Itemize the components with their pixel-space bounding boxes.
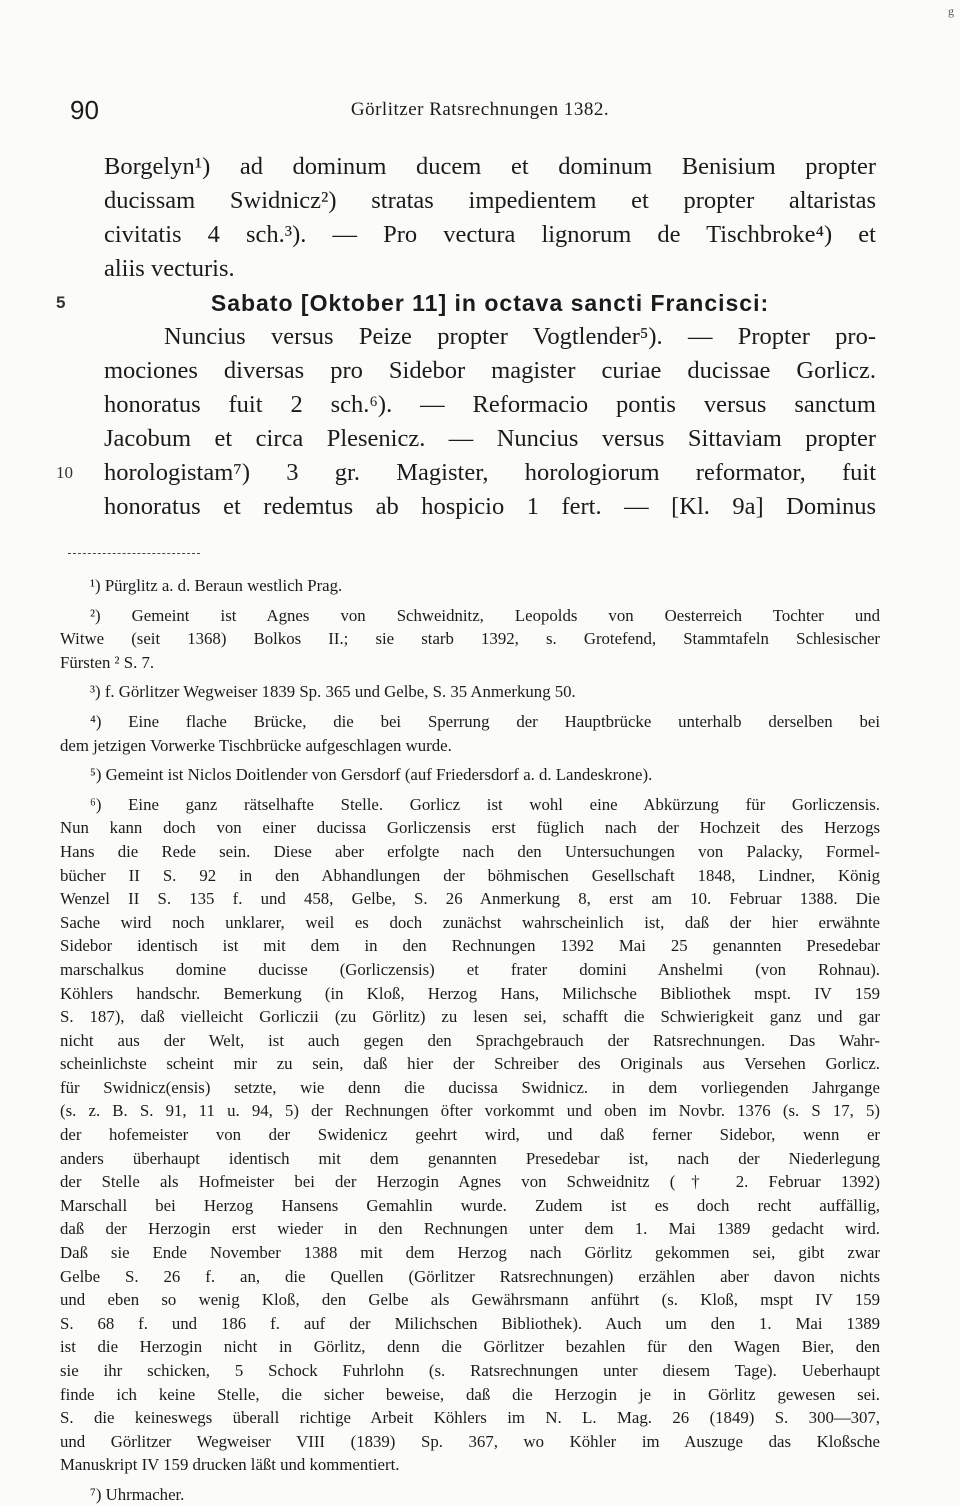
text-line: [104, 490, 876, 524]
footnote-line: der Stelle als Hofmeister bei der Herzogin Agnes von Schweidnitz († 2. Februar 1392): [60, 1172, 880, 1192]
line-number: 10: [56, 463, 73, 482]
text-line: [104, 184, 876, 218]
text-line-content: mociones diversas pro Sidebor magister curiae ducissae Gorlicz.: [104, 357, 876, 384]
footnote-line: (s. z. B. S. 91, 11 u. 94, 5) der Rechnungen öfter vorkommt und oben im Novbr. 1376 (s. S 17, 5): [60, 1101, 880, 1121]
text-line: [104, 422, 876, 456]
footnote-line: ⁵) Gemeint ist Niclos Doitlender von Gersdorf (auf Friedersdorf a. d. Landeskrone).: [90, 765, 653, 785]
text-line-content: ducissam Swidnicz²) stratas impedientem et propter altaristas: [104, 187, 876, 214]
text-line-content: aliis vecturis.: [104, 255, 235, 282]
footnote-2: [60, 604, 880, 675]
footnote-line: bücher II S. 92 in den Abhandlungen der böhmischen Gesellschaft 1848, Lindner, König: [60, 865, 880, 885]
text-line-content: Jacobum et circa Plesenicz. — Nuncius versus Sittaviam propter: [104, 425, 876, 452]
footnote-line: Marschall bei Herzog Hansens Gemahlin wurde. Zudem ist es doch recht auffällig,: [60, 1195, 880, 1215]
footnote-line: Hans die Rede sein. Diese aber erfolgte nach den Untersuchungen von Palacky, Formel-: [60, 841, 880, 861]
footnote-6: [60, 793, 880, 1477]
text-line: [104, 388, 876, 422]
text-line: [104, 252, 876, 286]
footnote-line: Wenzel II S. 135 f. und 458, Gelbe, S. 26 Anmerkung 8, erst am 10. Februar 1388. Die: [60, 889, 880, 909]
footnote-line: ist die Herzogin nicht in Görlitz, denn die Görlitzer bezahlen für den Wagen Bier, den: [60, 1337, 880, 1357]
footnote-line: S. die keineswegs überall richtige Arbeit Köhlers im N. L. Mag. 26 (1849) S. 300—307,: [60, 1408, 880, 1428]
footnote-3: [60, 680, 880, 704]
footnote-line: anders überhaupt identisch mit dem genannten Presedebar ist, nach der Niederlegung: [60, 1148, 880, 1168]
footnotes: [60, 574, 880, 1507]
footnote-line: ⁶) Eine ganz rätselhafte Stelle. Gorlicz ist wohl eine Abkürzung für Gorliczensis.: [90, 794, 880, 814]
footnote-line: ⁴) Eine flache Brücke, die bei Sperrung der Hauptbrücke unterhalb derselben bei: [90, 711, 880, 731]
footnote-line: für Swidnicz(ensis) setzte, wie denn die ducissa Swidnicz. in dem vorliegenden Jahrgange: [60, 1077, 880, 1097]
text-line: [104, 218, 876, 252]
footnote-7: [60, 1483, 880, 1507]
footnote-line: Witwe (seit 1368) Bolkos II.; sie starb 1392, s. Grotefend, Stammtafeln Schlesischer: [60, 629, 880, 649]
footnote-line: der hofemeister von der Swidenicz geehrt wird, und daß ferner Sidebor, wenn er: [60, 1125, 880, 1145]
corner-mark: g: [948, 4, 954, 18]
footnote-line: ²) Gemeint ist Agnes von Schweidnitz, Leopolds von Oesterreich Tochter und: [90, 605, 880, 625]
text-line-content: honoratus fuit 2 sch.⁶). — Reformacio pontis versus sanctum: [104, 391, 876, 418]
text-line-content: honoratus et redemtus ab hospicio 1 fert. — [Kl. 9a] Dominus: [104, 493, 876, 520]
footnote-line: ¹) Pürglitz a. d. Beraun westlich Prag.: [90, 576, 343, 595]
footnote-4: [60, 710, 880, 757]
footnote-line: und eben so wenig Kloß, den Gelbe als Gewährsmann anführt (s. Kloß, mspt IV 159: [60, 1290, 880, 1310]
line-number: 5: [56, 293, 67, 312]
text-line: [104, 150, 876, 184]
section-heading: [56, 286, 876, 320]
footnote-line: und Görlitzer Wegweiser VIII (1839) Sp. 367, wo Köhler im Auszuge das Kloßsche: [60, 1431, 880, 1451]
footnote-line: Sache wird noch unklarer, weil es doch zunächst wahrscheinlich ist, daß der hier erwähnte: [60, 912, 880, 932]
text-line-content: civitatis 4 sch.³). — Pro vectura lignorum de Tischbroke⁴) et: [104, 221, 876, 248]
footnote-line: finde ich keine Stelle, die sicher beweise, daß die Herzogin je in Görlitz gewesen sei.: [60, 1384, 880, 1404]
footnote-line: dem jetzigen Vorwerke Tischbrücke aufgeschlagen wurde.: [60, 735, 452, 755]
text-line: [56, 456, 876, 490]
running-title: Görlitzer Ratsrechnungen 1382.: [350, 99, 610, 120]
footnote-line: S. 187), daß vielleicht Gorliczii (zu Görlitz) zu lesen sei, schafft die Schwierigkeit ganz und gar: [60, 1007, 880, 1027]
footnote-line: Köhlers handschr. Bemerkung (in Kloß, Herzog Hans, Milichsche Bibliothek mspt. IV 159: [60, 983, 880, 1003]
footnote-line: ³) f. Görlitzer Wegweiser 1839 Sp. 365 und Gelbe, S. 35 Anmerkung 50.: [90, 682, 576, 702]
footnote-line: Daß sie Ende November 1388 mit dem Herzog nach Görlitz gekommen sei, gibt zwar: [60, 1243, 880, 1263]
footnote-line: Gelbe S. 26 f. an, die Quellen (Görlitzer Ratsrechnungen) erzählen aber davon nichts: [60, 1266, 880, 1286]
footnote-5: [60, 763, 880, 787]
footnote-line: ⁷) Uhrmacher.: [90, 1484, 185, 1504]
footnote-line: Sidebor identisch ist mit dem in den Rechnungen 1392 Mai 25 genannten Presedebar: [60, 936, 880, 956]
footnote-line: S. 68 f. und 186 f. auf der Milichschen Bibliothek). Auch um den 1. Mai 1389: [60, 1313, 880, 1333]
page-number: 90: [70, 95, 99, 125]
footnote-line: scheinlichste scheint mir zu sein, daß hier der Schreiber des Originals aus Versehen Gorlicz.: [60, 1054, 880, 1074]
footnote-1: [60, 574, 880, 598]
text-line: [104, 320, 876, 354]
footnote-line: Nun kann doch von einer ducissa Gorliczensis erst füglich nach der Hochzeit des Herzogs: [60, 818, 880, 838]
text-line: [104, 354, 876, 388]
text-line-content: Nuncius versus Peize propter Vogtlender⁵). — Propter pro-: [164, 323, 876, 350]
main-text: [56, 150, 876, 524]
footnote-line: Fürsten ² S. 7.: [60, 652, 155, 672]
text-line-content: Sabato [Oktober 11] in octava sancti Francisci:: [210, 290, 770, 316]
page-header: [70, 95, 890, 127]
footnote-line: daß der Herzogin erst wieder in den Rechnungen unter dem 1. Mai 1389 gedacht wird.: [60, 1219, 880, 1239]
footnote-line: Manuskript IV 159 drucken läßt und kommentiert.: [60, 1455, 400, 1475]
footnote-separator: [68, 553, 200, 554]
footnote-line: marschalkus domine ducisse (Gorliczensis) et frater domini Anshelmi (von Rohnau).: [60, 959, 880, 979]
text-line-content: Borgelyn¹) ad dominum ducem et dominum Benisium propter: [104, 153, 876, 180]
footnote-line: nicht aus der Welt, ist auch gegen den Sprachgebrauch der Ratsrechnungen. Das Wahr-: [60, 1030, 880, 1050]
text-line-content: horologistam⁷) 3 gr. Magister, horologiorum reformator, fuit: [104, 459, 876, 486]
footnote-line: sie ihr schicken, 5 Schock Fuhrlohn (s. Ratsrechnungen unter diesem Tage). Ueberhaupt: [60, 1361, 880, 1380]
